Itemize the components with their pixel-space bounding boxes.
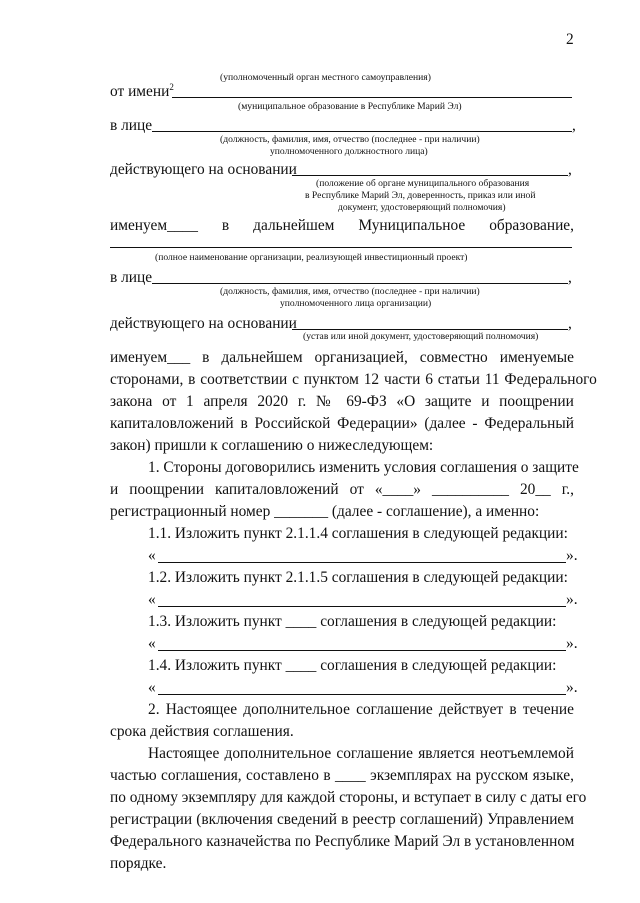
preamble-word: поощрении — [499, 393, 574, 410]
named-municipality-line — [110, 216, 574, 236]
clause1-word: и — [110, 481, 119, 498]
clause1-word: 20__ — [519, 481, 551, 498]
clause1-word: «____» — [374, 481, 421, 498]
named-word: в — [221, 217, 230, 234]
preamble-line-2 — [110, 370, 597, 390]
preamble-word: капиталовложений — [110, 415, 234, 432]
preamble-word: в — [202, 349, 210, 366]
preamble-word: именуемые — [499, 349, 574, 366]
preamble-word: 2020 — [257, 393, 289, 410]
quote-close: ». — [566, 635, 578, 652]
subclause-1-2: 1.2. Изложить пункт 2.1.1.5 соглашения в следующей редакции: — [148, 569, 568, 586]
quote-open: « — [148, 679, 156, 696]
final-word: (включения — [196, 811, 273, 828]
quote-close: ». — [566, 679, 578, 696]
subclause-1-1: 1.1. Изложить пункт 2.1.1.4 соглашения в следующей редакции: — [148, 525, 568, 542]
quote-close: ». — [566, 591, 578, 608]
subclause-1-3: 1.3. Изложить пункт ____ соглашения в следующей редакции: — [148, 613, 557, 630]
subclause-1-4: 1.4. Изложить пункт ____ соглашения в следующей редакции: — [148, 657, 557, 674]
subclause-1-4-line[interactable] — [158, 694, 566, 695]
org-caption: (уполномоченный орган местного самоуправления) — [220, 72, 431, 83]
preamble-word: и — [481, 393, 490, 410]
final-word: на — [456, 767, 472, 784]
final-word: частью — [110, 767, 157, 784]
final-word: языке, — [532, 767, 574, 784]
in-person-label-1: в лице — [110, 117, 153, 134]
final-line-3: по одному экземпляру для каждой стороны, и вступает в силу с даты его — [110, 789, 587, 806]
subclause-1-1-line[interactable] — [158, 562, 566, 563]
final-word: Настоящее — [148, 745, 220, 762]
charter-caption: (устав или иной документ, удостоверяющий полномочия) — [303, 331, 539, 342]
final-word: является — [418, 745, 475, 762]
named-word: именуем____ — [110, 217, 198, 234]
final-word: в — [323, 767, 331, 784]
final-word: соглашение — [336, 745, 413, 762]
preamble-line-3 — [110, 392, 574, 412]
final-word: в — [341, 811, 349, 828]
quote-close: ». — [566, 547, 578, 564]
final-line-1 — [148, 744, 574, 764]
final-line-4 — [110, 810, 574, 830]
preamble-word: № — [315, 393, 337, 410]
final-word: реестр — [352, 811, 396, 828]
preamble-word: 69-ФЗ — [346, 393, 387, 410]
named-word: дальнейшем — [253, 217, 335, 234]
clause2-line2: срока действия соглашения. — [110, 723, 294, 740]
preamble-word: дальнейшем — [221, 349, 303, 366]
subclause-1-2-line[interactable] — [158, 606, 566, 607]
org-name-line[interactable] — [110, 247, 572, 248]
clause2-word: в — [509, 701, 517, 718]
acting-comma-1: , — [568, 161, 572, 178]
preamble-word: защите — [424, 393, 472, 410]
acting-label-2: действующего на основании — [110, 315, 297, 332]
clause2-word: 2. — [148, 701, 160, 718]
clause1-word: __________ — [432, 481, 509, 498]
acting-label-1: действующего на основании — [110, 161, 297, 178]
clause1-line2 — [110, 480, 574, 500]
final-word: сведений — [276, 811, 337, 828]
final-word: неотъемлемой — [479, 745, 574, 762]
clause2-word: Настоящее — [165, 701, 238, 718]
clause2-word: течение — [522, 701, 574, 718]
preamble-text: сторонами, в соответствии с пунктом 12 части 6 статьи 11 Федерального — [110, 371, 597, 388]
preamble-word: совместно — [419, 349, 488, 366]
clause2-word: дополнительное — [243, 701, 350, 718]
page-number: 2 — [566, 31, 574, 48]
named-word: образование, — [489, 217, 574, 234]
clause2-line1 — [148, 700, 574, 720]
on-behalf-label — [110, 82, 174, 102]
clause1-line3: регистрационный номер _______ (далее - соглашение), а именно: — [110, 503, 540, 520]
in-person-comma-2: , — [568, 269, 572, 286]
basis-caption-3: документ, удостоверяющий полномочия) — [338, 202, 506, 213]
preamble-word: г. — [297, 393, 307, 410]
preamble-word: закона — [110, 393, 153, 410]
final-line-5: Федерального казначейства по Республике Марий Эл в установленном — [110, 833, 575, 850]
basis-caption-1: (положение об органе муниципального образования — [316, 178, 530, 189]
acting-comma-2: , — [568, 315, 572, 332]
final-word: ____ — [334, 767, 366, 784]
quote-open: « — [148, 547, 156, 564]
preamble-word: 1 — [186, 393, 194, 410]
acting-line-1[interactable] — [292, 175, 568, 176]
preamble-last-line: закон) пришли к соглашению о нижеследующем: — [110, 437, 434, 454]
preamble-word: именуем___ — [110, 349, 191, 366]
final-last-line: порядке. — [110, 855, 167, 872]
on-behalf-line[interactable] — [172, 97, 572, 98]
preamble-word: Федеральный — [484, 415, 574, 432]
preamble-word: Федерации» — [337, 415, 418, 432]
quote-open: « — [148, 591, 156, 608]
footnote-marker: 2 — [169, 81, 174, 92]
final-word: регистрации — [110, 811, 193, 828]
final-word: соглашений) — [399, 811, 483, 828]
named-word: Муниципальное — [358, 217, 466, 234]
preamble-line-1 — [110, 348, 574, 368]
final-word: соглашения, — [161, 767, 242, 784]
final-word: Управлением — [487, 811, 575, 828]
preamble-word: - — [472, 415, 478, 432]
clause1-word: от — [349, 481, 364, 498]
final-word: составлено — [246, 767, 319, 784]
official-caption-1: (должность, фамилия, имя, отчество (последнее - при наличии) — [220, 134, 480, 145]
clause1-word: г., — [561, 481, 575, 498]
preamble-word: от — [162, 393, 177, 410]
subclause-1-3-line[interactable] — [158, 650, 566, 651]
in-person-label-2: в лице — [110, 269, 153, 286]
acting-line-2[interactable] — [292, 329, 568, 330]
in-person-line-2[interactable] — [152, 283, 568, 284]
preamble-word: в Российской — [240, 415, 331, 432]
in-person-comma-1: , — [572, 117, 576, 134]
on-behalf-text: от имени — [110, 83, 170, 100]
basis-caption-2: в Республике Марий Эл, доверенность, приказ или иной — [305, 190, 536, 201]
final-line-2 — [110, 766, 574, 786]
quote-open: « — [148, 635, 156, 652]
final-word: русском — [475, 767, 529, 784]
preamble-word: апреля — [203, 393, 248, 410]
org-full-name-caption: (полное наименование организации, реализующей инвестиционный проект) — [155, 252, 468, 263]
final-word: дополнительное — [224, 745, 332, 762]
in-person-line-1[interactable] — [152, 131, 572, 132]
org-person-caption-2: уполномоченного лица организации) — [280, 298, 432, 309]
municipality-caption: (муниципальное образование в Республике Марий Эл) — [238, 101, 462, 112]
clause2-word: действует — [438, 701, 504, 718]
preamble-word: «О — [396, 393, 416, 410]
preamble-word: организацией, — [314, 349, 408, 366]
clause1-line1: 1. Стороны договорились изменить условия соглашения о защите — [148, 459, 579, 476]
org-person-caption-1: (должность, фамилия, имя, отчество (последнее - при наличии) — [220, 286, 480, 297]
clause2-word: соглашение — [356, 701, 433, 718]
clause1-word: капиталовложений — [214, 481, 339, 498]
final-word: экземплярах — [370, 767, 452, 784]
preamble-line-4 — [110, 414, 574, 434]
official-caption-2: уполномоченного должностного лица) — [270, 146, 428, 157]
clause1-word: поощрении — [129, 481, 204, 498]
preamble-word: (далее — [424, 415, 466, 432]
